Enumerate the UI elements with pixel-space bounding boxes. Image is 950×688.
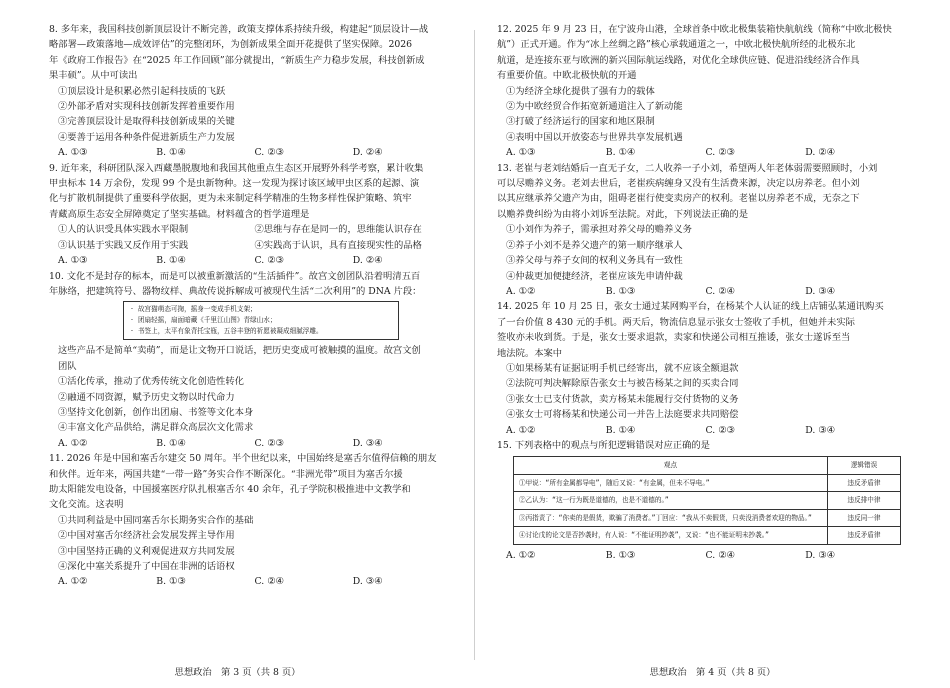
answer-choices (49, 574, 451, 589)
question-11 (49, 451, 451, 590)
option-2: ②法院可判决解除原告张女士与被告杨某之间的买卖合同 (506, 378, 739, 390)
answer-choices (497, 548, 905, 563)
options-row-2 (49, 238, 451, 253)
option-4: ④丰富文化产品供给，满足群众高层次文化需求 (58, 422, 254, 434)
question-12-stem: 12. 2025 年 9 月 23 日，在宁波舟山港，全球首条中欧北极集装箱快航航线（简称“中欧北极快 航”）正式开通。作为“冰上丝绸之路”核心承载通道之一，中欧北极快航所经的北极东北 航道，是连接东亚与欧洲的新兴国际航运线路，对优化全球供应链、促进沿线经济合作具 有重要价值。中欧北极快航的开通 (497, 24, 892, 82)
option-1: ①人的认识受具体实践水平限制 (58, 224, 189, 236)
option-4: ④仲裁更加便捷经济，老崔应该先申请仲裁 (506, 270, 683, 282)
choice-c[interactable]: C. ②③ (705, 424, 735, 436)
choice-b[interactable]: B. ①③ (605, 285, 636, 297)
option-3: ③打破了经济运行的国家和地区限制 (506, 116, 655, 128)
option-2: ②外部矛盾对实现科技创新发挥着重要作用 (58, 101, 235, 113)
option-1: ①顶层设计是积累必然引起科技质的飞跃 (58, 85, 226, 97)
choice-c[interactable]: C. ②④ (705, 285, 735, 297)
choice-b[interactable]: B. ①④ (156, 255, 186, 267)
error-cell: 违反排中律 (828, 492, 901, 510)
viewpoint-cell: ④讨论戊的论文是否抄袭时，有人说：“不能证明抄袭”，又说：“也不能证明未抄袭。” (514, 527, 828, 545)
choice-a[interactable]: A. ①③ (506, 147, 536, 159)
option-4: ④实践高于认识，具有直接现实性的品格 (254, 239, 422, 251)
options-row-1 (49, 222, 451, 237)
error-cell: 违反同一律 (828, 509, 901, 527)
page-footer: 思想政治 第 3 页（共 8 页） (174, 667, 301, 678)
option-1: ①活化传承，推动了优秀传统文化创造性转化 (58, 376, 244, 388)
option-4: ④深化中塞关系提升了中国在非洲的话语权 (58, 561, 235, 572)
page-footer: 思想政治 第 4 页（共 8 页） (649, 667, 776, 678)
question-11-stem: 11. 2026 年是中国和塞舌尔建交 50 周年。半个世纪以来，中国始终是塞舌尔值得信赖的朋友 和伙伴。近年来，两国共建“一带一路”务实合作不断深化。“非洲光带”项目为塞舌尔援 助太阳能发电设备，中国援塞医疗队扎根塞舌尔 40 余年，孔子学院积极推进中文教学和 文化交流。这表明 (49, 453, 437, 511)
choice-b[interactable]: B. ①④ (156, 437, 186, 449)
choice-d[interactable]: D. ②④ (352, 147, 383, 159)
table-header-row (514, 457, 901, 475)
choice-d[interactable]: D. ③④ (352, 576, 383, 588)
choice-a[interactable]: A. ①② (506, 549, 536, 561)
option-2: ②融通不同资源，赋予历史文物以时代命力 (58, 391, 235, 403)
column-header-viewpoint: 观点 (514, 457, 828, 475)
answer-choices (49, 436, 451, 451)
question-15-stem: 15. 下列表格中的观点与所犯逻辑错误对应正确的是 (497, 439, 710, 451)
error-cell: 违反矛盾律 (828, 527, 901, 545)
page-4 (475, 0, 950, 688)
answer-choices (497, 145, 905, 160)
choice-c[interactable]: C. ②④ (705, 549, 735, 561)
option-2: ②中国对塞舌尔经济社会发展发挥主导作用 (58, 530, 235, 542)
option-1: ①小刘作为养子，需承担对养父母的赡养义务 (506, 224, 692, 236)
question-12 (497, 22, 905, 161)
choice-c[interactable]: C. ②③ (705, 147, 735, 159)
table-row (514, 492, 901, 510)
choice-c[interactable]: C. ②③ (254, 437, 284, 449)
choice-b[interactable]: B. ①④ (605, 147, 636, 159)
option-4: ④张女士可将杨某和快递公司一并告上法庭要求共同赔偿 (506, 409, 739, 421)
column-header-error: 逻辑错误 (828, 457, 901, 475)
question-9 (49, 161, 451, 269)
choice-d[interactable]: D. ②④ (352, 255, 383, 267)
choice-a[interactable]: A. ①② (506, 424, 536, 436)
option-3: ③张女士已支付货款，卖方杨某未能履行交付货物的义务 (506, 393, 739, 405)
question-15 (497, 438, 905, 563)
option-1: ①共同利益是中国同塞舌尔长期务实合作的基础 (58, 514, 254, 526)
answer-choices (49, 253, 451, 268)
option-2: ②为中欧经贸合作拓宽新通道注入了新动能 (506, 101, 683, 113)
answer-choices (49, 145, 451, 160)
option-1: ①为经济全球化提供了强有力的载体 (506, 85, 655, 97)
choice-d[interactable]: D. ③④ (352, 437, 383, 449)
viewpoint-cell: ③丙指责了：“你卖的是假货，欺骗了消费者。”丁回应：“我从不卖假货，只卖没消费者欢迎的物品。” (514, 509, 828, 527)
choice-d[interactable]: D. ③④ (805, 424, 835, 436)
choice-d[interactable]: D. ③④ (805, 285, 835, 297)
choice-a[interactable]: A. ①② (58, 437, 88, 449)
left-column (49, 22, 451, 590)
question-8-stem: 8. 多年来，我国科技创新顶层设计不断完善，政策支撑体系持续升级，构建起“顶层设计—战 略部署—政策落地—成效评估”的完整闭环，为创新成果全面开花提供了坚实保障。2026 年《政府工作报告》在“2025 年工作回顾”部分就提出，“新质生产力稳步发展，科技创新成 果丰硕”。从中可读出 (49, 24, 429, 82)
question-10 (49, 269, 451, 452)
option-3: ③坚持文化创新，创作出团扇、书签等文化本身 (58, 406, 254, 418)
table-row (514, 527, 901, 545)
option-4: ④要善于运用各种条件促进新质生产力发展 (58, 131, 235, 143)
answer-choices (497, 423, 905, 438)
choice-a[interactable]: A. ①② (58, 576, 88, 588)
option-2: ②思维与存在是同一的，思维能认识存在 (254, 224, 422, 236)
choice-c[interactable]: C. ②③ (254, 147, 284, 159)
table-row (514, 474, 901, 492)
error-cell: 违反矛盾律 (828, 474, 901, 492)
choice-a[interactable]: A. ①③ (58, 255, 88, 267)
choice-a[interactable]: A. ①③ (58, 147, 88, 159)
viewpoint-cell: ②乙认为：“这一行为既是道德的，也是不道德的。” (514, 492, 828, 510)
question-13-stem: 13. 老崔与老刘结婚后一直无子女，二人收养一子小刘，希望两人年老体弱需要照顾时，小刘 可以尽赡养义务。老刘去世后，老崔疾病缠身又没有生活费来源，决定以房养老。但小刘 以其应继承养父遗产为由，阻碍老崔行使变卖房产的权利。老崔以房养老不成，无奈之下 以赡养费纠纷为由将小刘诉至法院。对此，下列说法正确的是 (497, 162, 878, 220)
choice-b[interactable]: B. ①④ (605, 424, 636, 436)
logic-error-table (513, 456, 901, 545)
choice-d[interactable]: D. ②④ (805, 147, 835, 159)
option-3: ③养父母与养子女间的权利义务具有一致性 (506, 255, 683, 267)
option-1: ①如果杨某有证据证明手机已经寄出，就不应该全额退款 (506, 362, 739, 374)
choice-b[interactable]: B. ①④ (156, 147, 186, 159)
option-3: ③认识基于实践又反作用于实践 (58, 239, 189, 251)
option-2: ②养子小刘不是养父遗产的第一顺序继承人 (506, 239, 683, 251)
table-row (514, 509, 901, 527)
question-10-stem-cont: 这些产品不是简单“卖萌”，而是让文物开口说话，把历史变成可被触摸的温度。故宫文创 团队 (58, 345, 421, 372)
answer-choices (497, 284, 905, 299)
question-14 (497, 299, 905, 438)
choice-a[interactable]: A. ①② (506, 285, 536, 297)
viewpoint-cell: ①甲说：“所有金属都导电”，随后又说：“有金属，但未不导电。” (514, 474, 828, 492)
choice-c[interactable]: C. ②④ (254, 576, 284, 588)
option-3: ③完善顶层设计是取得科技创新成果的关键 (58, 116, 235, 128)
material-box: · 故宫猫萌态可掬，摇身一变成手机支架； · 团扇轻摇，扇面暗藏《千里江山图》青绿山水； · 书签上，太平有象背托宝瓶，五谷丰登的祈愿被凝成细腻浮雕。 (123, 301, 399, 340)
question-9-stem: 9. 近年来，科研团队深入西藏墨脱腹地和我国其他重点生态区开展野外科学考察，累计收集 甲虫标本 14 万余份，发现 99 个是虫新物种。这一发现为探讨该区域甲虫区系的起源、演 化与扩散机制提供了重要科学依据，更为未来制定科学精准的生物多样性保护策略、筑牢 青藏高原生态安全屏障奠定了坚实基础。材料蕴含的哲学道理是 (49, 162, 424, 220)
choice-b[interactable]: B. ①③ (605, 549, 636, 561)
option-3: ③中国坚持正确的义利观促进双方共同发展 (58, 545, 235, 557)
question-13 (497, 161, 905, 300)
choice-d[interactable]: D. ③④ (805, 549, 835, 561)
option-4: ④表明中国以开放姿态与世界共享发展机遇 (506, 131, 683, 143)
choice-c[interactable]: C. ②③ (254, 255, 284, 267)
question-14-stem: 14. 2025 年 10 月 25 日，张女士通过某网购平台，在杨某个人认证的线上店铺弘某通讯购买 了一台价值 8 430 元的手机。两天后，物流信息显示张女士签收了手机，但她并未实际 签收亦未收到货。于是，张女士要求退款，卖家和快递公司相互推诿，张女士遂诉至当 地法院。本案中 (497, 301, 884, 359)
right-column (497, 22, 905, 563)
question-10-stem: 10. 文化不是封存的标本，而是可以被重新激活的“生活插件”。故宫文创团队沿着明清五百 年脉络，把建筑符号、器物纹样、典故传说拆解成可被现代生活“二次利用”的 DNA 片段： (49, 270, 422, 297)
choice-b[interactable]: B. ①③ (156, 576, 186, 588)
question-8 (49, 22, 451, 161)
